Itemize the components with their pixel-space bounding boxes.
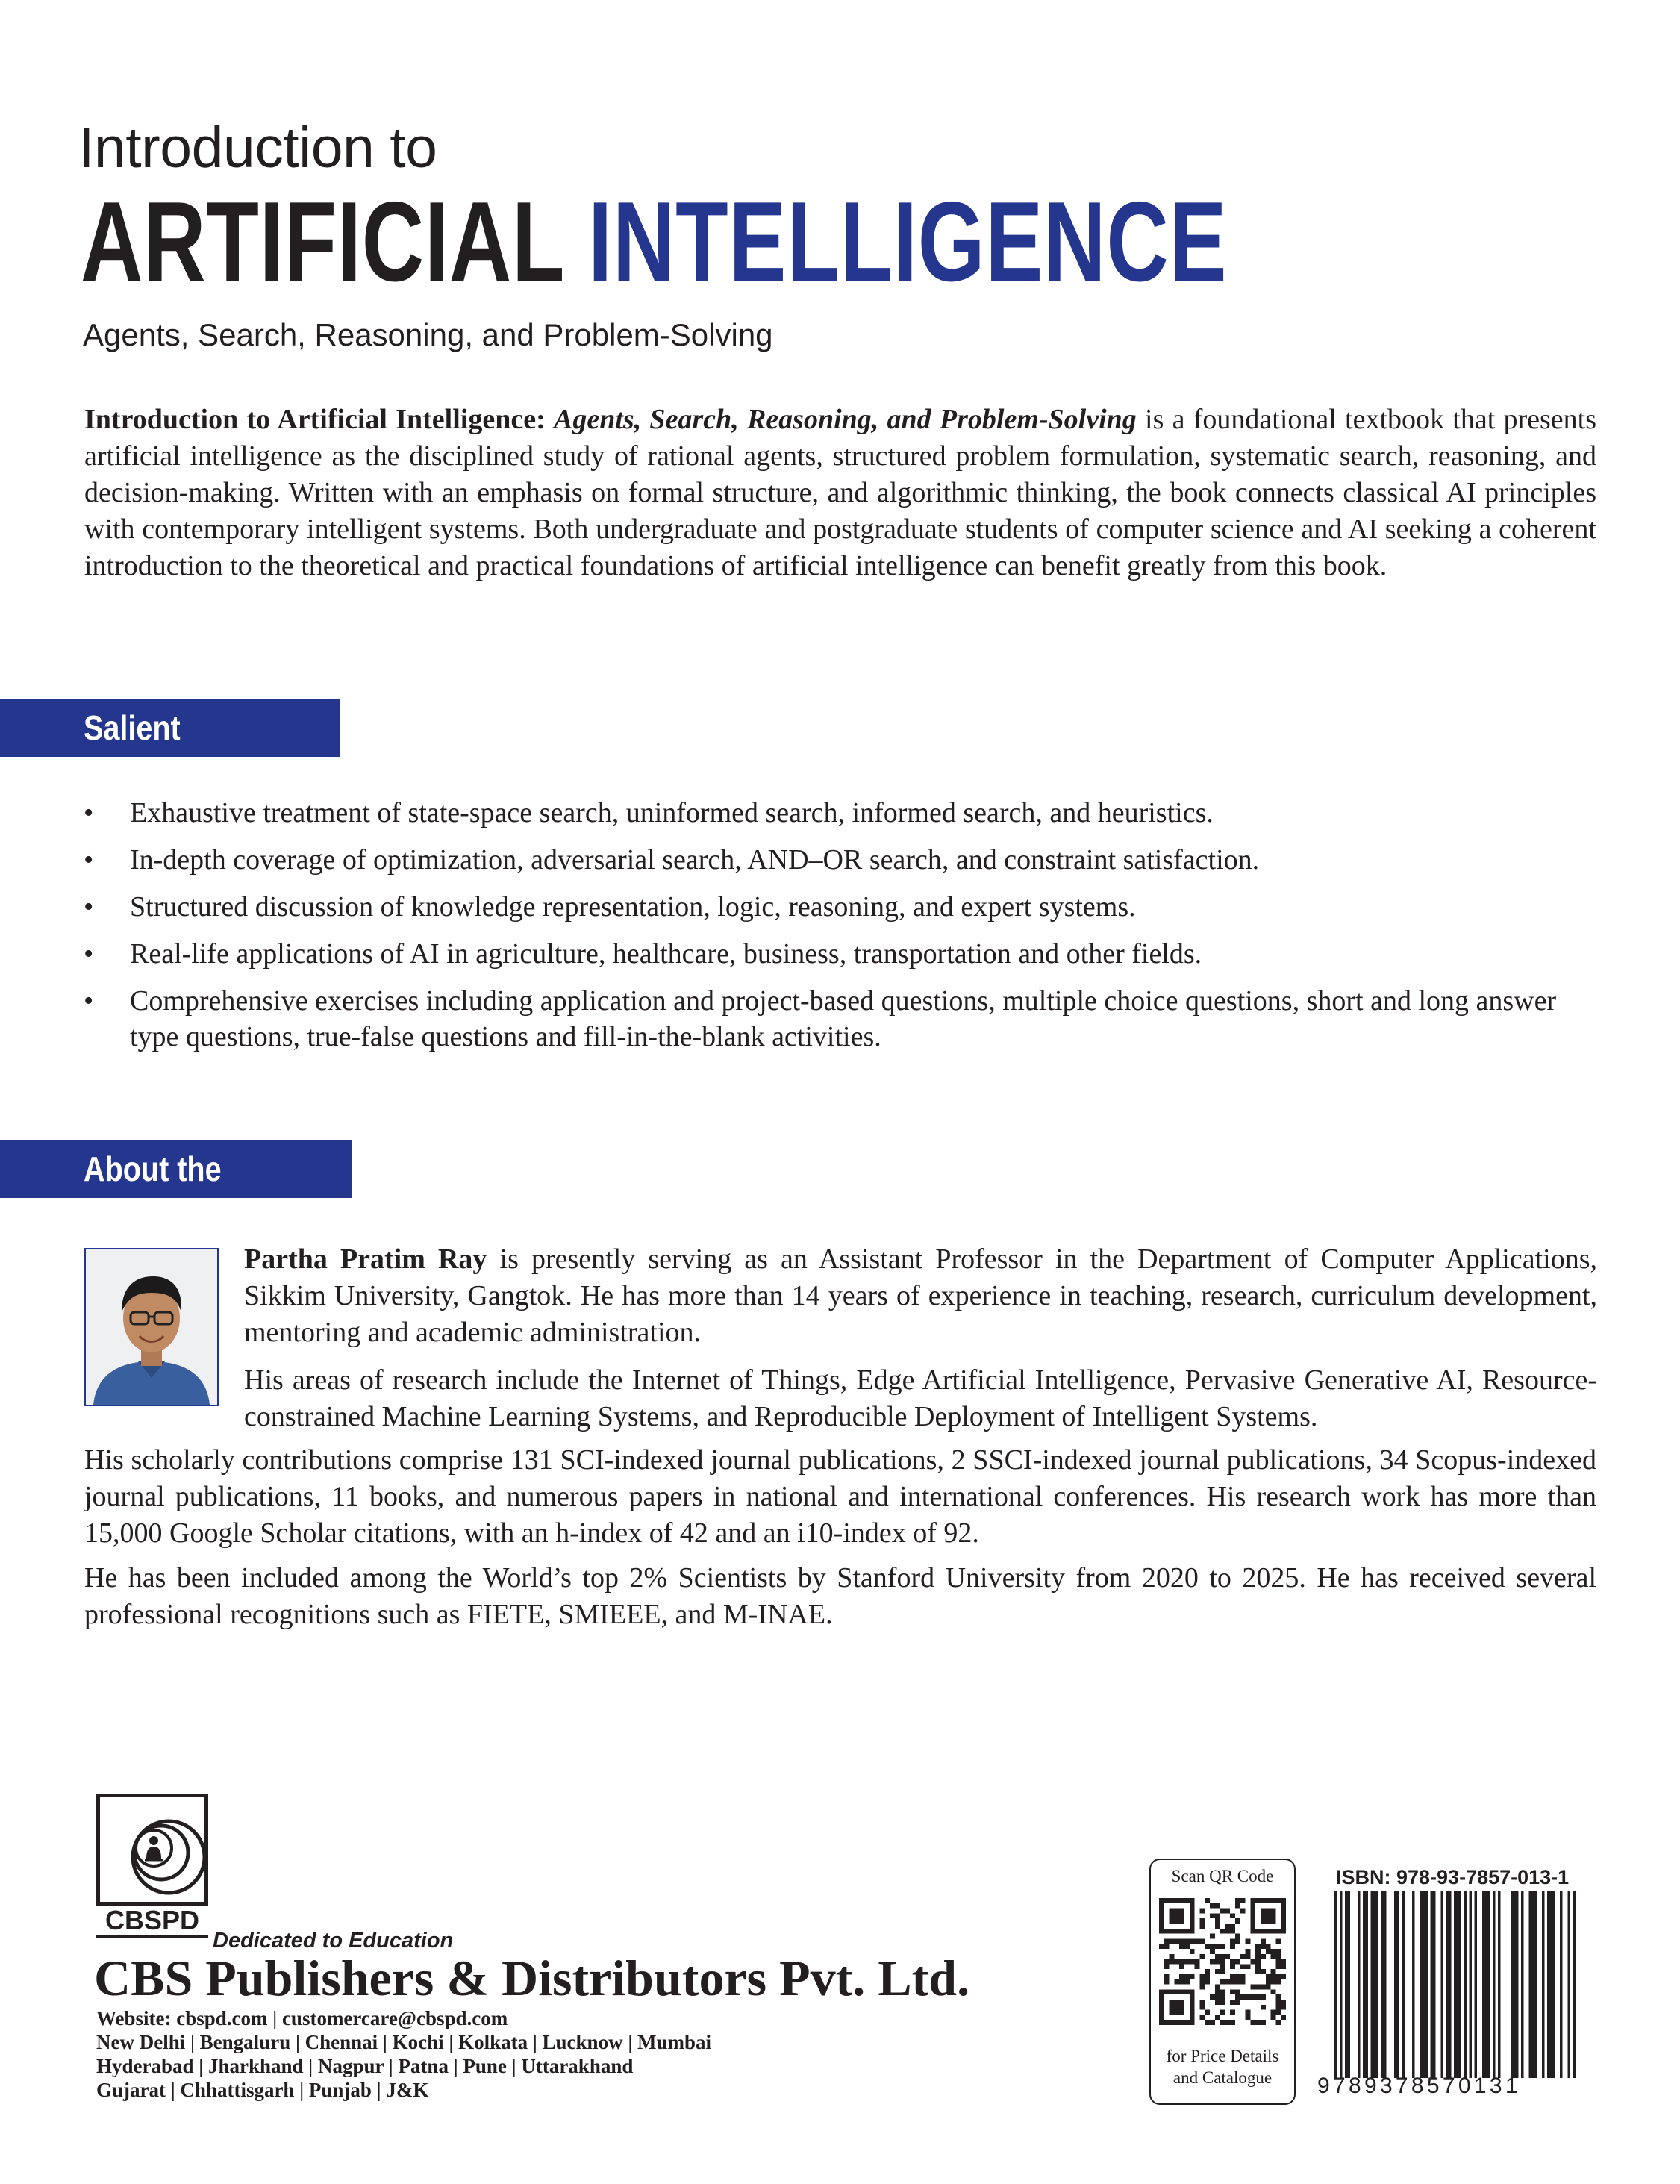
feature-item: • In-depth coverage of optimization, adversarial search, AND–OR search, and constraint satisfaction.	[84, 842, 1599, 878]
description-subtitle: Agents, Search, Reasoning, and Problem-Solving	[554, 404, 1137, 435]
feature-item: • Exhaustive treatment of state-space search, uninformed search, informed search, and heuristics.	[84, 795, 1599, 831]
author-name: Partha Pratim Ray	[244, 1244, 487, 1275]
publisher-emblem-icon	[100, 1797, 204, 1902]
salient-features-heading: Salient Features	[0, 699, 340, 757]
qr-bottom-label	[1149, 2045, 1296, 2088]
publisher-logo-text: CBSPD	[104, 1905, 200, 1935]
qr-code-icon[interactable]	[1159, 1898, 1286, 2025]
publisher-website: Website: cbspd.com | customercare@cbspd.com	[96, 2007, 508, 2029]
book-subtitle: Agents, Search, Reasoning, and Problem-Solving	[83, 317, 773, 352]
feature-item: • Comprehensive exercises including application and project-based questions, multiple choice questions, short and long answer type questions, true-false questions and fill-in-the-blank activities.	[84, 983, 1599, 1055]
author-bio-2: His areas of research include the Internet of Things, Edge Artificial Intelligence, Pervasive Generative AI, Resource-constrained Machine Learning Systems, and Reproducible Deployment of Intelligent Systems.	[244, 1364, 1597, 1432]
author-portrait-icon	[86, 1249, 217, 1405]
publisher-tagline: Dedicated to Education	[213, 1929, 454, 1953]
author-photo	[84, 1248, 219, 1406]
qr-top-label: Scan QR Code	[1171, 1867, 1274, 1885]
title-word-intelligence: INTELLIGENCE	[588, 178, 1228, 305]
barcode-digits: 9789378570131	[1317, 2074, 1521, 2098]
book-title	[81, 178, 1228, 305]
publisher-branches: Gujarat | Chhattisgarh | Punjab | J&K	[96, 2079, 429, 2101]
qr-bottom-line-1: for Price Details	[1166, 2047, 1279, 2065]
logo-divider	[96, 1935, 208, 1938]
author-bio-4: He has been included among the World’s top 2% Scientists by Stanford University from 2020 to 2025. He has received several professional recognitions such as FIETE, SMIEEE, and M-INAE.	[84, 1562, 1596, 1630]
qr-bottom-line-2: and Catalogue	[1172, 2068, 1273, 2087]
about-author-heading: About the Author	[0, 1140, 352, 1198]
author-bio-3: His scholarly contributions comprise 131 SCI-indexed journal publications, 2 SSCI-indexed journal publications, 34 Scopus-indexed journal publications, 11 books, and numerous papers in national and international conferences. His research work has more than 15,000 Google Scholar citations, with an h-index of 42 and an i10-index of 92.	[84, 1444, 1596, 1549]
title-word-artificial: ARTIFICIAL	[81, 178, 564, 305]
publisher-branches: New Delhi | Bengaluru | Chennai | Kochi | Kolkata | Lucknow | Mumbai	[96, 2031, 712, 2053]
title-intro: Introduction to	[78, 116, 437, 180]
features-list	[84, 795, 1599, 1066]
publisher-logo	[96, 1794, 208, 1906]
feature-item: • Real-life applications of AI in agriculture, healthcare, business, transportation and other fields.	[84, 936, 1599, 972]
author-bio-1-text: is presently serving as an Assistant Professor in the Department of Computer Applications, Sikkim University, Gangtok. He has more than 14 years of experience in teaching, research, curriculum development, mentoring and academic administration.	[244, 1244, 1597, 1348]
publisher-branches: Hyderabad | Jharkhand | Nagpur | Patna | Pune | Uttarakhand	[96, 2055, 634, 2077]
feature-item: • Structured discussion of knowledge representation, logic, reasoning, and expert systems.	[84, 889, 1599, 925]
publisher-name: CBS Publishers & Distributors Pvt. Ltd.	[94, 1950, 970, 2006]
barcode-icon	[1334, 1891, 1581, 2078]
isbn-label: ISBN: 978-93-7857-013-1	[1336, 1866, 1570, 1888]
author-bio-1	[244, 1241, 1597, 1351]
description-title: Introduction to Artificial Intelligence:	[84, 404, 546, 435]
book-description	[84, 402, 1596, 584]
description-text: is a foundational textbook that presents artificial intelligence as the disciplined study of rational agents, structured problem formulation, systematic search, reasoning, and decision-making. Written with an emphasis on formal structure, and algorithmic thinking, the book connects classical AI principles with contemporary intelligent systems. Both undergraduate and postgraduate students of computer science and AI seeking a coherent introduction to the theoretical and practical foundations of artificial intelligence can benefit greatly from this book.	[84, 404, 1597, 581]
